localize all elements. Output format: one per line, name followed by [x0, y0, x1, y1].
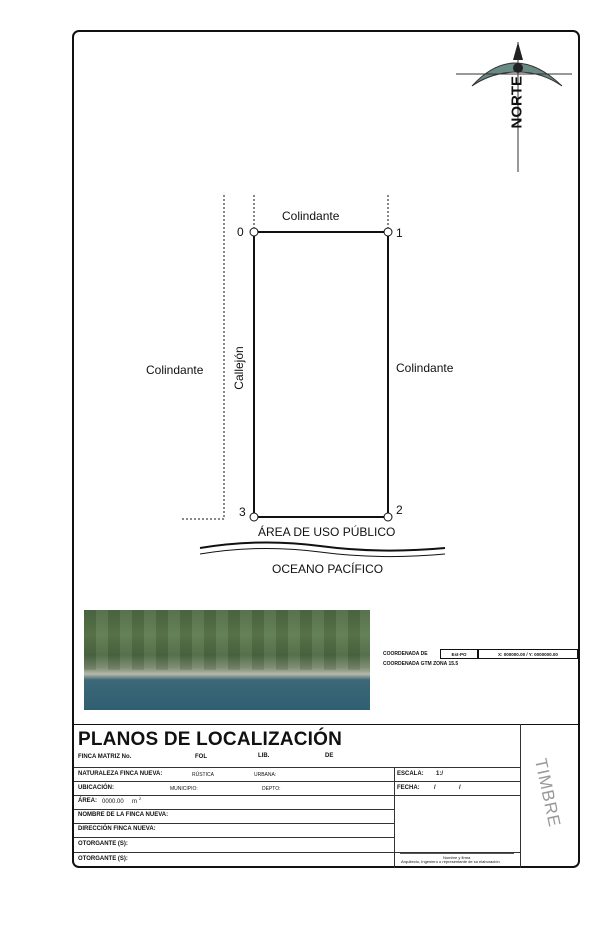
site-plan-diagram — [170, 190, 460, 580]
ocean-label: OCEANO PACÍFICO — [272, 562, 384, 576]
finca-matriz-label: FINCA MATRIZ No. — [78, 754, 132, 760]
area-unit: m — [132, 799, 137, 805]
timbre-label: TIMBRE — [531, 756, 565, 830]
alley-label: Callejón — [232, 346, 246, 390]
signature-line — [400, 853, 514, 854]
naturaleza-label: NATURALEZA FINCA NUEVA: — [78, 771, 163, 777]
signature-caption-2: Arquitecto, Ingeniero o representante de su elaboración — [401, 859, 500, 864]
area-unit-exponent: 2 — [139, 796, 142, 801]
right-neighbor-label: Colindante — [396, 361, 454, 375]
direccion-finca-label: DIRECCIÓN FINCA NUEVA: — [78, 826, 156, 832]
nombre-finca-label: NOMBRE DE LA FINCA NUEVA: — [78, 812, 169, 818]
escala-label: ESCALA: — [397, 771, 424, 777]
coord-label-1: COORDENADA DE — [383, 651, 428, 657]
point-label-0: 0 — [237, 225, 244, 239]
lib-label: LIB. — [258, 753, 270, 759]
fol-label: FOL — [195, 754, 207, 760]
public-area-label: ÁREA DE USO PÚBLICO — [258, 525, 396, 539]
signature-caption-1: Nombre y firma — [443, 855, 471, 860]
lot-boundary — [254, 232, 388, 517]
satellite-image — [84, 610, 370, 710]
coord-point-box: Est-PO — [440, 649, 478, 659]
coord-label-2: COORDENADA GTM ZONA 15.5 — [383, 661, 459, 667]
municipio-label: MUNICIPIO: — [170, 786, 198, 792]
north-label: NORTE — [508, 76, 526, 129]
rustica-label: RÚSTICA — [192, 772, 214, 778]
point-label-2: 2 — [396, 503, 403, 517]
fecha-sep-1: / — [434, 785, 436, 791]
area-label: ÁREA: — [78, 798, 97, 804]
vertex-1 — [384, 228, 392, 236]
timbre-divider — [520, 724, 521, 868]
area-value: 0000.00 — [102, 799, 124, 805]
coord-xy-box: X: 000000.00 / Y: 0000000.00 — [478, 649, 578, 659]
point-label-1: 1 — [396, 226, 403, 240]
depto-label: DEPTO: — [262, 786, 281, 792]
fecha-sep-2: / — [459, 785, 461, 791]
plan-title: PLANOS DE LOCALIZACIÓN — [78, 729, 343, 750]
fecha-label: FECHA: — [397, 785, 420, 791]
urbana-label: URBANA: — [254, 772, 277, 778]
escala-value: 1:/ — [436, 771, 444, 777]
title-block-top-line — [74, 724, 580, 725]
point-label-3: 3 — [239, 505, 246, 519]
otorgante-1-label: OTORGANTE (S): — [78, 841, 128, 847]
vertex-3 — [250, 513, 258, 521]
de-label: DE — [325, 753, 334, 759]
top-neighbor-label: Colindante — [282, 209, 340, 223]
left-neighbor-label: Colindante — [146, 363, 204, 377]
ubicacion-label: UBICACIÓN: — [78, 785, 114, 791]
otorgante-2-label: OTORGANTE (S): — [78, 856, 128, 862]
vertex-2 — [384, 513, 392, 521]
vertex-0 — [250, 228, 258, 236]
